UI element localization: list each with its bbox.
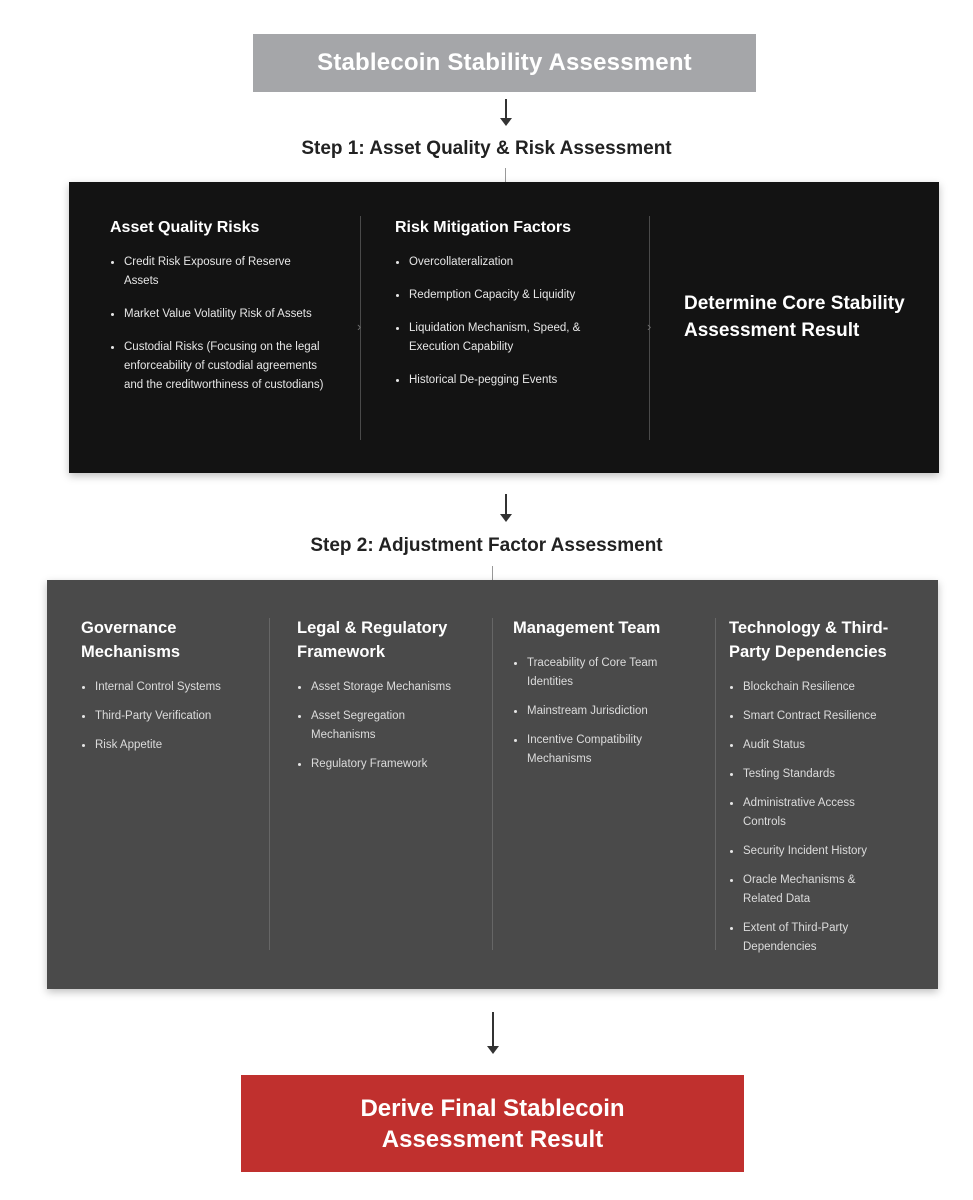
list-item: Overcollateralization: [395, 253, 620, 272]
list-item: Liquidation Mechanism, Speed, & Execution Capability: [395, 319, 620, 357]
list-item: Administrative Access Controls: [729, 794, 893, 832]
risk-mitigation-title: Risk Mitigation Factors: [395, 219, 572, 236]
column-divider: [269, 618, 270, 950]
step1-heading: Step 1: Asset Quality & Risk Assessment: [301, 138, 672, 159]
list-item: Custodial Risks (Focusing on the legal enforceability of custodial agreements and the creditworthiness of custodians): [110, 338, 325, 395]
chevron-right-icon: ›: [647, 319, 652, 334]
list-item: Historical De-pegging Events: [395, 371, 620, 390]
list-item: Risk Appetite: [81, 736, 271, 755]
connector-line: [492, 566, 493, 580]
technology-list: [729, 678, 919, 957]
step2-heading: Step 2: Adjustment Factor Assessment: [310, 535, 663, 556]
list-item: Extent of Third-Party Dependencies: [729, 919, 893, 957]
final-result-text: Derive Final Stablecoin Assessment Result: [360, 1094, 625, 1153]
risk-mitigation-list: [395, 253, 620, 390]
list-item: Traceability of Core Team Identities: [513, 654, 677, 692]
list-item: Third-Party Verification: [81, 707, 271, 726]
final-result-box: [241, 1075, 744, 1172]
list-item: Smart Contract Resilience: [729, 707, 919, 726]
arrow-down-icon: [500, 494, 512, 522]
technology-column: [729, 616, 919, 967]
title-text: Stablecoin Stability Assessment: [317, 49, 692, 76]
governance-column: [81, 616, 271, 765]
core-result-text: Determine Core Stability Assessment Result: [684, 293, 905, 341]
list-item: Security Incident History: [729, 842, 919, 861]
asset-quality-title: Asset Quality Risks: [110, 219, 260, 236]
asset-quality-list: [110, 253, 325, 395]
list-item: Blockchain Resilience: [729, 678, 919, 697]
list-item: Audit Status: [729, 736, 919, 755]
list-item: Testing Standards: [729, 765, 919, 784]
list-item: Asset Storage Mechanisms: [297, 678, 482, 697]
list-item: Asset Segregation Mechanisms: [297, 707, 441, 745]
arrow-down-icon: [487, 1012, 499, 1054]
list-item: Incentive Compatibility Mechanisms: [513, 731, 677, 769]
column-divider: [492, 618, 493, 950]
list-item: Regulatory Framework: [297, 755, 482, 774]
arrow-down-icon: [500, 99, 512, 126]
legal-list: [297, 678, 482, 774]
column-divider: [715, 618, 716, 950]
list-item: Market Value Volatility Risk of Assets: [110, 305, 325, 324]
connector-line: [505, 168, 506, 182]
step2-panel: [47, 580, 938, 989]
list-item: Mainstream Jurisdiction: [513, 702, 708, 721]
governance-list: [81, 678, 271, 755]
list-item: Internal Control Systems: [81, 678, 271, 697]
management-column: [513, 616, 708, 779]
governance-title: Governance Mechanisms: [81, 619, 181, 661]
list-item: Redemption Capacity & Liquidity: [395, 286, 620, 305]
list-item: Credit Risk Exposure of Reserve Assets: [110, 253, 325, 291]
legal-column: [297, 616, 482, 784]
legal-title: Legal & Regulatory Framework: [297, 619, 448, 661]
asset-quality-column: [110, 217, 325, 409]
list-item: Oracle Mechanisms & Related Data: [729, 871, 893, 909]
management-title: Management Team: [513, 619, 661, 637]
risk-mitigation-column: [395, 217, 620, 404]
management-list: [513, 654, 708, 769]
title-box: [253, 34, 756, 92]
technology-title: Technology & Third-Party Dependencies: [729, 619, 889, 661]
chevron-right-icon: ›: [357, 319, 362, 334]
